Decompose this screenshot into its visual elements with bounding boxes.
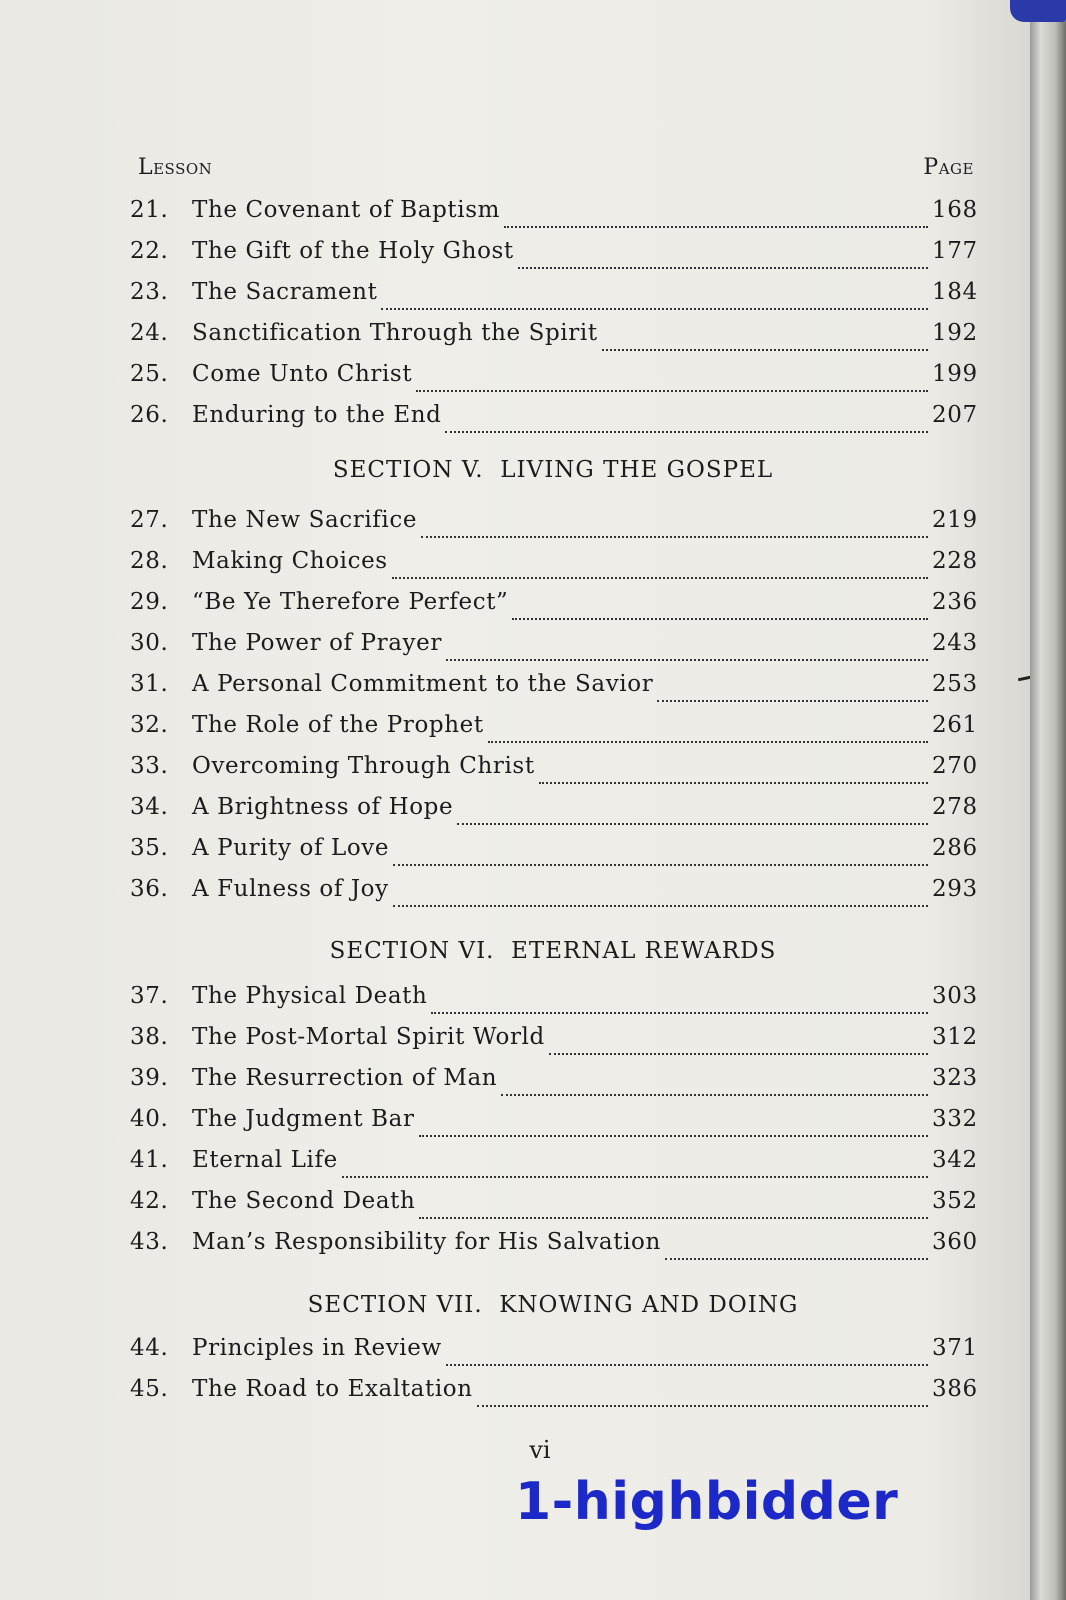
lesson-title: The Resurrection of Man — [192, 1065, 498, 1091]
lesson-number: 43. — [130, 1229, 169, 1255]
page-number: 184 — [932, 279, 978, 305]
page-column-label: Page — [923, 155, 974, 180]
lesson-number: 26. — [130, 402, 169, 428]
lesson-number: 38. — [130, 1024, 169, 1050]
lesson-number: 32. — [130, 712, 169, 738]
lesson-title: The Physical Death — [192, 983, 428, 1009]
toc-entry — [130, 1106, 976, 1147]
toc-entry — [130, 402, 976, 443]
page-number: 261 — [932, 712, 978, 738]
page-number: 199 — [932, 361, 978, 387]
lesson-title: Principles in Review — [192, 1335, 442, 1361]
toc-entry — [130, 983, 976, 1024]
dot-leader — [518, 265, 928, 269]
page-number: 312 — [932, 1024, 978, 1050]
toc-entry — [130, 794, 976, 835]
dot-leader — [416, 388, 928, 392]
lesson-title: The Sacrament — [192, 279, 378, 305]
lesson-number: 35. — [130, 835, 169, 861]
toc-group-3 — [130, 983, 976, 1270]
page-folio: vi — [529, 1436, 551, 1464]
toc-entry — [130, 197, 976, 238]
lesson-number: 27. — [130, 507, 169, 533]
toc-entry — [130, 1024, 976, 1065]
toc-entry — [130, 1229, 976, 1270]
lesson-number: 37. — [130, 983, 169, 1009]
dot-leader — [477, 1403, 928, 1407]
toc-entry — [130, 835, 976, 876]
lesson-title: The Road to Exaltation — [192, 1376, 473, 1402]
dot-leader — [392, 575, 928, 579]
toc-entry — [130, 1065, 976, 1106]
lesson-number: 36. — [130, 876, 169, 902]
dot-leader — [445, 429, 928, 433]
lesson-title: A Brightness of Hope — [192, 794, 454, 820]
lesson-title: The Gift of the Holy Ghost — [192, 238, 514, 264]
dot-leader — [512, 616, 928, 620]
lesson-number: 24. — [130, 320, 169, 346]
toc-entry — [130, 1376, 976, 1417]
lesson-title: The New Sacrifice — [192, 507, 418, 533]
dot-leader — [342, 1174, 928, 1178]
lesson-number: 30. — [130, 630, 169, 656]
lesson-number: 40. — [130, 1106, 169, 1132]
page-number: 303 — [932, 983, 978, 1009]
page-number: 228 — [932, 548, 978, 574]
page-number: 386 — [932, 1376, 978, 1402]
lesson-number: 21. — [130, 197, 169, 223]
lesson-title: Overcoming Through Christ — [192, 753, 535, 779]
page-number: 371 — [932, 1335, 978, 1361]
dot-leader — [393, 862, 928, 866]
dot-leader — [419, 1215, 928, 1219]
dot-leader — [549, 1051, 928, 1055]
page-number: 342 — [932, 1147, 978, 1173]
lesson-title: The Role of the Prophet — [192, 712, 484, 738]
pencil-mark — [1018, 674, 1030, 682]
toc-entry — [130, 279, 976, 320]
lesson-number: 33. — [130, 753, 169, 779]
dot-leader — [488, 739, 928, 743]
section-heading: SECTION VI. ETERNAL REWARDS — [329, 938, 777, 964]
lesson-number: 34. — [130, 794, 169, 820]
lesson-title: The Covenant of Baptism — [192, 197, 501, 223]
page-number: 168 — [932, 197, 978, 223]
dot-leader — [381, 306, 928, 310]
lesson-column-label: Lesson — [138, 155, 213, 180]
toc-group-4 — [130, 1335, 976, 1417]
page-number: 219 — [932, 507, 978, 533]
toc-header — [138, 155, 974, 180]
dot-leader — [457, 821, 928, 825]
lesson-title: The Judgment Bar — [192, 1106, 415, 1132]
page-number: 278 — [932, 794, 978, 820]
lesson-title: Come Unto Christ — [192, 361, 413, 387]
page-number: 323 — [932, 1065, 978, 1091]
page-number: 236 — [932, 589, 978, 615]
toc-entry — [130, 876, 976, 917]
lesson-title: A Fulness of Joy — [192, 876, 389, 902]
lesson-number: 31. — [130, 671, 169, 697]
dot-leader — [602, 347, 928, 351]
lesson-number: 25. — [130, 361, 169, 387]
lesson-number: 23. — [130, 279, 169, 305]
page-number: 352 — [932, 1188, 978, 1214]
toc-entry — [130, 1147, 976, 1188]
toc-entry — [130, 589, 976, 630]
blue-ribbon-tab — [1010, 0, 1066, 22]
toc-entry — [130, 320, 976, 361]
book-binding — [1030, 0, 1066, 1600]
lesson-title: The Power of Prayer — [192, 630, 442, 656]
lesson-title: Making Choices — [192, 548, 388, 574]
toc-entry — [130, 1335, 976, 1376]
dot-leader — [446, 1362, 928, 1366]
dot-leader — [431, 1010, 928, 1014]
lesson-title: Sanctification Through the Spirit — [192, 320, 598, 346]
page-number: 360 — [932, 1229, 978, 1255]
dot-leader — [446, 657, 928, 661]
page-number: 270 — [932, 753, 978, 779]
lesson-number: 42. — [130, 1188, 169, 1214]
toc-entry — [130, 671, 976, 712]
page-number: 293 — [932, 876, 978, 902]
page-number: 207 — [932, 402, 978, 428]
lesson-title: A Purity of Love — [192, 835, 390, 861]
lesson-number: 39. — [130, 1065, 169, 1091]
toc-entry — [130, 507, 976, 548]
lesson-title: A Personal Commitment to the Savior — [192, 671, 654, 697]
lesson-number: 28. — [130, 548, 169, 574]
toc-entry — [130, 361, 976, 402]
lesson-number: 41. — [130, 1147, 169, 1173]
lesson-number: 22. — [130, 238, 169, 264]
toc-entry — [130, 753, 976, 794]
lesson-number: 29. — [130, 589, 169, 615]
seller-watermark: 1-highbidder — [515, 1472, 899, 1532]
page-number: 253 — [932, 671, 978, 697]
dot-leader — [504, 224, 928, 228]
dot-leader — [665, 1256, 928, 1260]
toc-group-2 — [130, 507, 976, 917]
dot-leader — [419, 1133, 928, 1137]
lesson-title: Enduring to the End — [192, 402, 442, 428]
toc-entry — [130, 1188, 976, 1229]
section-heading: SECTION V. LIVING THE GOSPEL — [332, 457, 774, 483]
lesson-title: The Post-Mortal Spirit World — [192, 1024, 545, 1050]
page-number: 286 — [932, 835, 978, 861]
toc-entry — [130, 630, 976, 671]
lesson-number: 45. — [130, 1376, 169, 1402]
dot-leader — [539, 780, 928, 784]
section-heading: SECTION VII. KNOWING AND DOING — [307, 1292, 799, 1318]
page-number: 177 — [932, 238, 978, 264]
lesson-title: “Be Ye Therefore Perfect” — [192, 589, 509, 615]
lesson-title: Eternal Life — [192, 1147, 338, 1173]
toc-entry — [130, 712, 976, 753]
page-number: 332 — [932, 1106, 978, 1132]
lesson-title: The Second Death — [192, 1188, 416, 1214]
toc-entry — [130, 238, 976, 279]
dot-leader — [393, 903, 928, 907]
dot-leader — [657, 698, 928, 702]
page-number: 243 — [932, 630, 978, 656]
dot-leader — [501, 1092, 928, 1096]
page-number: 192 — [932, 320, 978, 346]
toc-group-1 — [130, 197, 976, 443]
toc-entry — [130, 548, 976, 589]
lesson-title: Man’s Responsibility for His Salvation — [192, 1229, 661, 1255]
lesson-number: 44. — [130, 1335, 169, 1361]
dot-leader — [421, 534, 928, 538]
